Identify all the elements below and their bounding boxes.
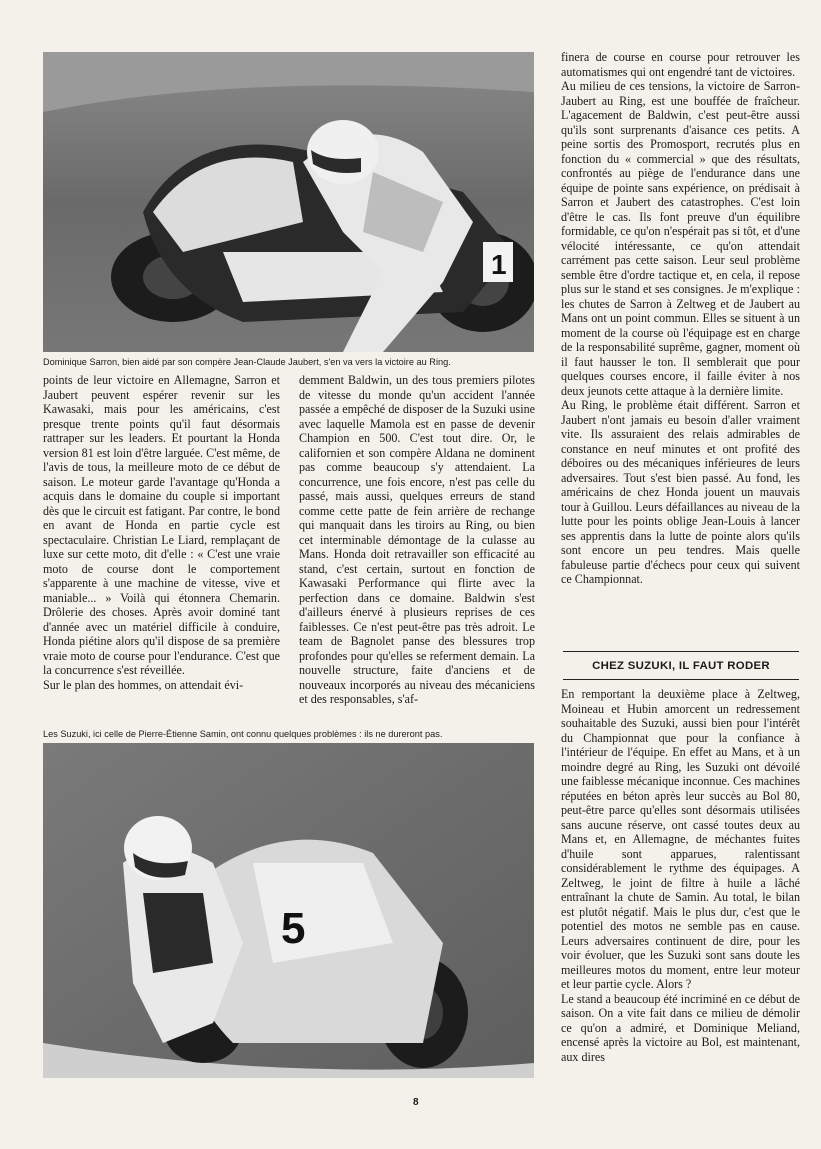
honda-motorcycle-racer-photo bbox=[43, 52, 534, 352]
suzuki-motorcycle-racer-photo bbox=[43, 743, 534, 1078]
top-photo bbox=[43, 52, 534, 352]
middle-column bbox=[299, 373, 535, 723]
left-paragraph-1: points de leur victoire en Allemagne, Sarron et Jaubert peuvent espérer revenir sur les Kawasaki, mais pour les américains, c'est presque trente points qu'il faut désormais rattraper sur les leaders. Et pourtant la Honda version 81 est loin d'être larguée. C'est même, de l'avis de tous, la meilleure moto de ce début de saison. Le moteur garde l'avantage qu'Honda a acquis dans le domaine du couple si important dès que le circuit est fatigant. Par contre, le bond en avant de Honda en partie cycle est spectaculaire. Christian Le Liard, remplaçant de luxe sur cette moto, dit d'elle : « C'est une vraie moto de course dont le comportement s'apparente à une machine de vitesse, vive et maniable... » Voilà qui étonnera Chemarin. Drôlerie des choses. Après avoir dominé tant d'année avec un matériel difficile à conduire, Honda piétine alors qu'il dispose de sa première vraie moto de course pour l'endurance. C'est que la concurrence s'est réveillée. bbox=[43, 373, 280, 677]
top-photo-caption: Dominique Sarron, bien aidé par son compère Jean-Claude Jaubert, s'en va vers la victoire au Ring. bbox=[43, 357, 451, 367]
right-bottom-paragraph-1: En remportant la deuxième place à Zeltweg, Moineau et Hubin amorcent un redressement souhaitable des Suzuki, aussi bien pour l'intérêt du Championnat que pour la confiance à l'intérieur de l'équipe. En effet au Mans, et à un moindre degré au Ring, les Suzuki ont dévoilé une faiblesse mécanique inconnue. Ces machines réputées en béton après leur succès au Bol 80, peut-être parce qu'elles sont désormais utilisées sans aucune réserve, ont cassé toutes deux au Mans et, en Allemagne, de méchantes fuites d'huile sont apparues, ralentissant considérablement le rythme des équipages. A Zeltweg, le joint de filtre à huile a lâché entraînant la chute de Samin. Au total, le bilan est plutôt négatif. Mais le plus dur, c'est que le potentiel des motos ne semble pas en cause. Leurs adversaires continuent de dire, pour les voir évoluer, que les Suzuki sont sans doute les meilleures motos du moment, entre leur moteur et leur partie cycle. Alors ? bbox=[561, 687, 800, 991]
svg-text:1: 1 bbox=[491, 249, 507, 280]
bottom-photo bbox=[43, 743, 534, 1078]
middle-paragraph-1: demment Baldwin, un des tous premiers pilotes de vitesse du monde qu'un accident l'année passée a empêché de disposer de la Suzuki usine avec laquelle Mamola est en passe de devenir Champion en 500. C'est tout dire. Or, le californien et son compère Aldana ne dominent pas comme beaucoup s'y attendaient. La concurrence, une fois encore, n'est pas celle du passé, mais aussi, quelques erreurs de stand comme cette patte de fein arrière de rechange qui manquait dans les tiroirs au Ring, ou bien cet interminable démontage de la culasse au Mans. Honda doit retravailler son efficacité au stand, c'est certain, surtout en fonction de Kawasaki Performance qui flirte avec la perfection dans ce domaine. Baldwin s'est d'ailleurs énervé à plusieurs reprises de ces faiblesses. Ce n'est peut-être pas très adroit. Le team de Bagnolet panse des blessures trop profondes pour qu'elles se referment demain. La nouvelle structure, faite d'anciens et de nouveaux incorporés au niveau des mécaniciens et des responsables, s'af- bbox=[299, 373, 535, 706]
page-number: 8 bbox=[413, 1097, 419, 1108]
right-paragraph-1: finera de course en course pour retrouver les automatismes qui ont engendré tant de victoires. bbox=[561, 50, 800, 79]
bottom-photo-caption: Les Suzuki, ici celle de Pierre-Étienne Samin, ont connu quelques problèmes : ils ne dureront pas. bbox=[43, 729, 443, 739]
section-heading: CHEZ SUZUKI, IL FAUT RODER bbox=[592, 660, 770, 672]
right-paragraph-2: Au milieu de ces tensions, la victoire de Sarron-Jaubert au Ring, est une bouffée de fraîcheur. L'agacement de Baldwin, c'est peut-être aussi qu'ils sont surprenants d'aisance ces petits. A peine sortis des Promosport, recrutés plus en fonction du « commercial » que des résultats, confrontés au piège de l'endurance dans une équipe de pointe sans expérience, on prédisait à Sarron et Jaubert des catastrophes. C'est loin d'être le cas. Ils font preuve d'un équilibre formidable, ce qu'on n'espérait pas si tôt, et d'une vélocité intéressante, ce qu'on attendait carrément pas cette saison. Leur seul problème semble être d'ordre tactique et, en cela, il repose plus sur le stand et ses consignes. Je m'explique : les chutes de Sarron à Zeltweg et de Jaubert au Mans ont un point commun. Elles se situent à un moment de la course où l'équipage est en charge de la responsabilité suprême, gagner, moment où il faut hausser le ton. Il semblerait que pour quelques courses encore, il faille éviter à nos deux jeunots cette attaque à la dernière limite. bbox=[561, 79, 800, 398]
left-paragraph-2: Sur le plan des hommes, on attendait évi- bbox=[43, 677, 244, 692]
right-column-top bbox=[561, 50, 800, 650]
right-paragraph-3: Au Ring, le problème était différent. Sarron et Jaubert n'ont jamais eu besoin d'aller vraiment vite. Ils assuraient des relais admirables de constance en neuf minutes et ont profité des déboires ou des mécaniques inférieures de leurs adversaires. Tout s'est bien passé. Au fond, les américains de chez Honda jouent un mauvais tour à Guillou. Leurs défaillances au niveau de la lutte pour les points oblige Jean-Louis à lancer ses apprentis dans la lutte de pointe alors qu'ils sont encore un peu tendres. Mais quelle fabuleuse partie d'échecs pour ceux qui suivent ce Championnat. bbox=[561, 398, 800, 586]
left-column bbox=[43, 373, 280, 723]
svg-text:5: 5 bbox=[281, 904, 306, 953]
heading-top-rule bbox=[563, 651, 799, 652]
right-column-bottom bbox=[561, 687, 800, 1083]
right-bottom-paragraph-2: Le stand a beaucoup été incriminé en ce début de saison. On a vite fait dans ce milieu de démolir ce qu'on a admiré, et Dominique Meliand, encensé après la victoire au Bol, est maintenant, aux dires bbox=[561, 991, 800, 1064]
heading-bottom-rule bbox=[563, 679, 799, 680]
